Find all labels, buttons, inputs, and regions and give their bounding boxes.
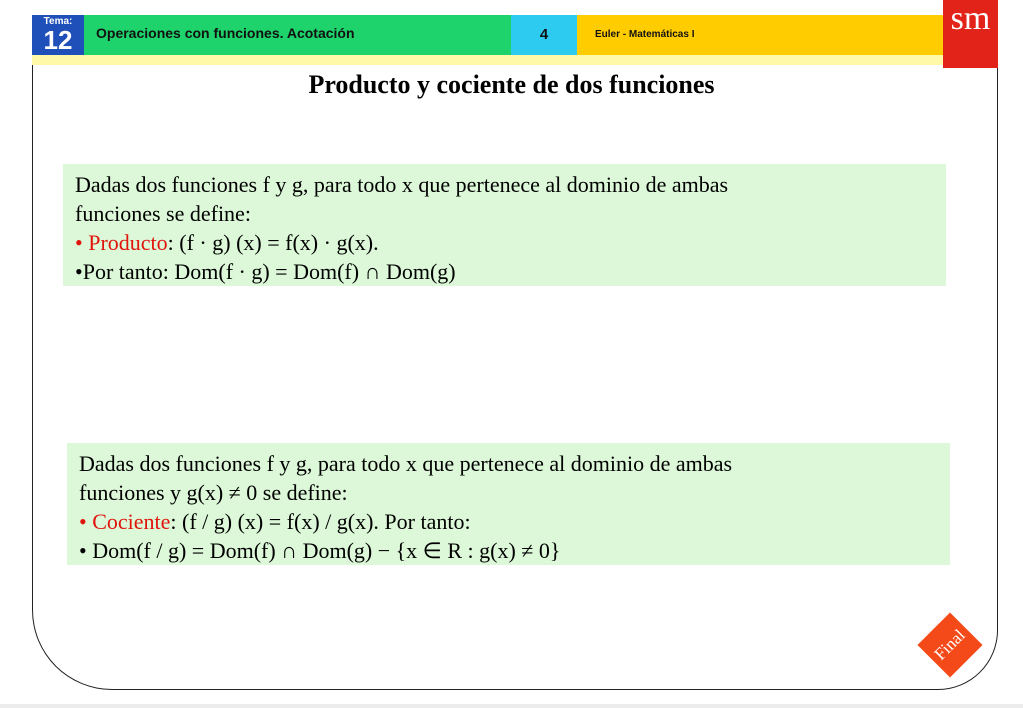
cociente-line-2: funciones y g(x) ≠ 0 se define: xyxy=(79,480,348,505)
header-strip xyxy=(32,55,943,65)
tema-label: Tema: xyxy=(43,16,73,27)
producto-formula: : (f · g) (x) = f(x) · g(x). xyxy=(167,230,379,255)
sm-logo-text: sm xyxy=(950,0,991,37)
tema-number: 12 xyxy=(43,25,73,55)
page-title: Producto y cociente de dos funciones xyxy=(308,70,715,99)
tema-badge xyxy=(32,15,84,55)
cociente-line-3 xyxy=(79,507,938,536)
producto-line-1: Dadas dos funciones f y g, para todo x que pertenece al dominio de ambas xyxy=(75,172,729,197)
cociente-bullet: • xyxy=(79,509,93,534)
sm-logo xyxy=(943,0,998,68)
cociente-definition-box xyxy=(67,443,950,565)
producto-line-4: •Por tanto: Dom(f · g) = Dom(f) ∩ Dom(g) xyxy=(75,259,456,284)
cociente-formula: : (f / g) (x) = f(x) / g(x). Por tanto: xyxy=(170,509,471,534)
final-button-label: Final xyxy=(930,625,969,664)
producto-line-2: funciones se define: xyxy=(75,201,251,226)
cociente-line-4: • Dom(f / g) = Dom(f) ∩ Dom(g) − {x ∈ R : g(x) ≠ 0} xyxy=(79,538,561,563)
page-number: 4 xyxy=(511,15,577,55)
producto-line-3 xyxy=(75,228,934,257)
cociente-term: Cociente xyxy=(92,509,171,534)
producto-term: Producto xyxy=(88,230,168,255)
book-title: Euler - Matemáticas I xyxy=(577,15,975,55)
producto-bullet: • xyxy=(75,230,89,255)
slide-header xyxy=(32,15,998,55)
topic-title: Operaciones con funciones. Acotación xyxy=(84,15,511,55)
cociente-line-1: Dadas dos funciones f y g, para todo x que pertenece al dominio de ambas xyxy=(79,451,733,476)
slide-frame xyxy=(32,40,998,690)
bottom-shadow xyxy=(0,704,1023,708)
producto-definition-box xyxy=(63,164,946,286)
